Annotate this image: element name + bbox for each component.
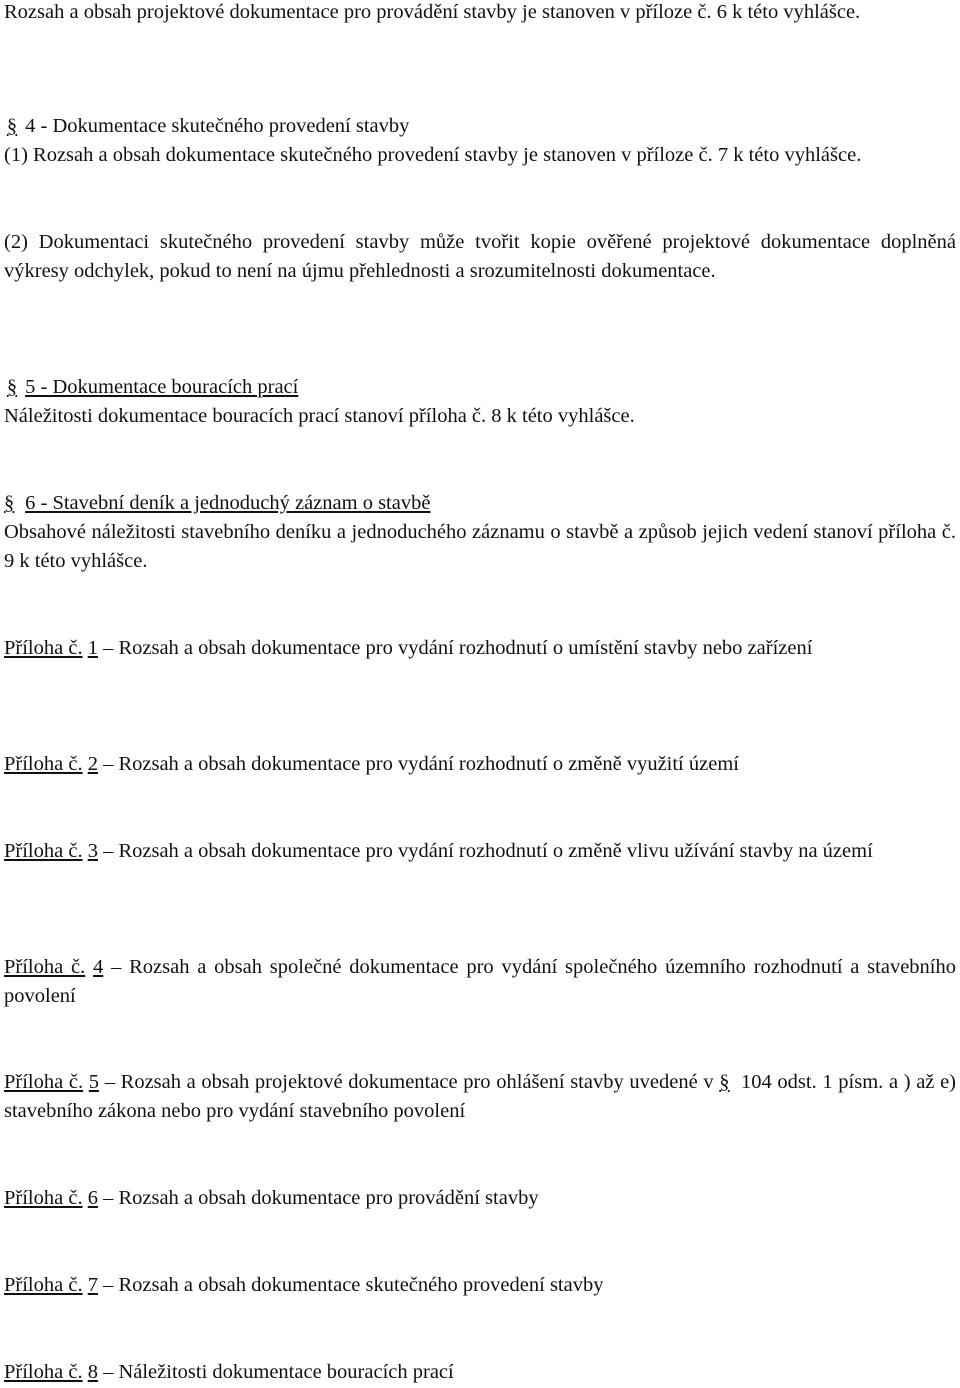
section-4 [4,112,956,170]
annex-label: Příloha č. [4,1361,83,1383]
annex-dash: – [103,840,114,862]
annex-item [4,1184,956,1213]
annex-label: Příloha č. [4,1274,83,1296]
section-5 [4,373,956,431]
annex-item [4,634,956,663]
section-4-para-1: (1) Rozsah a obsah dokumentace skutečného provedení stavby je stanoven v příloze č. 7 k této vyhlášce. [4,144,862,166]
annex-title: Rozsah a obsah dokumentace pro vydání rozhodnutí o změně využití území [118,753,739,775]
annex-item [4,750,956,779]
annex-number: 5 [88,1071,100,1093]
annex-title: Rozsah a obsah dokumentace pro vydání rozhodnutí o změně vlivu užívání stavby na území [118,840,873,862]
annex-dash: – [103,1274,114,1296]
section-6-heading: 6 - Stavební deník a jednoduchý záznam o stavbě [25,492,431,514]
section-sign: § [6,376,18,398]
annex-item [4,1358,956,1387]
annex-number: 6 [87,1187,98,1209]
annex-title-continued: 104 odst. 1 písm. a ) až e) stavebního zákona nebo pro vydání stavebního povolení [4,1071,957,1122]
annex-label: Příloha č. [4,1071,84,1093]
annex-label: Příloha č. [4,840,83,862]
annex-number: 8 [87,1361,98,1383]
annex-number: 4 [93,956,104,978]
intro-paragraph: Rozsah a obsah projektové dokumentace pro provádění stavby je stanoven v příloze č. 6 k této vyhlášce. [4,1,861,23]
section-sign: § [6,115,18,137]
annex-dash: – [103,1361,114,1383]
annex-title: Rozsah a obsah projektové dokumentace pro ohlášení stavby uvedené v [120,1071,714,1093]
annex-item [4,1271,956,1300]
annex-number: 3 [87,840,98,862]
section-sign: § [719,1071,730,1093]
annex-dash: – [103,753,114,775]
annex-label: Příloha č. [4,956,86,978]
section-6 [4,489,956,576]
annex-label: Příloha č. [4,753,83,775]
section-4-heading: 4 - Dokumentace skutečného provedení stavby [25,115,410,137]
annex-title: Rozsah a obsah společné dokumentace pro vydání společného územního rozhodnutí a stavebního povolení [4,956,957,1007]
annex-title: Rozsah a obsah dokumentace pro vydání rozhodnutí o umístění stavby nebo zařízení [118,637,813,659]
annex-number: 1 [87,637,98,659]
annex-title: Náležitosti dokumentace bouracích prací [118,1361,454,1383]
annex-item [4,837,956,866]
annex-title: Rozsah a obsah dokumentace pro provádění stavby [118,1187,539,1209]
annex-dash: – [104,1071,115,1093]
annex-label: Příloha č. [4,637,83,659]
section-6-text: Obsahové náležitosti stavebního deníku a jednoduchého záznamu o stavbě a způsob jejich vedení stanoví příloha č. 9 k této vyhlášce. [4,521,956,572]
annex-dash: – [103,637,114,659]
annex-number: 7 [87,1274,98,1296]
annex-number: 2 [87,753,98,775]
annex-title: Rozsah a obsah dokumentace skutečného provedení stavby [118,1274,604,1296]
section-sign: § [4,492,15,514]
annex-item [4,953,956,1011]
annex-label: Příloha č. [4,1187,83,1209]
section-5-heading: 5 - Dokumentace bouracích prací [25,376,299,398]
section-5-text: Náležitosti dokumentace bouracích prací stanoví příloha č. 8 k této vyhlášce. [4,405,635,427]
annex-item [4,1068,956,1126]
annex-dash: – [103,1187,114,1209]
section-4-para-2: (2) Dokumentaci skutečného provedení stavby může tvořit kopie ověřené projektové dokumentace doplněná výkresy odchylek, pokud to není na újmu přehlednosti a srozumitelnosti dokumentace. [4,231,956,282]
annex-dash: – [111,956,122,978]
